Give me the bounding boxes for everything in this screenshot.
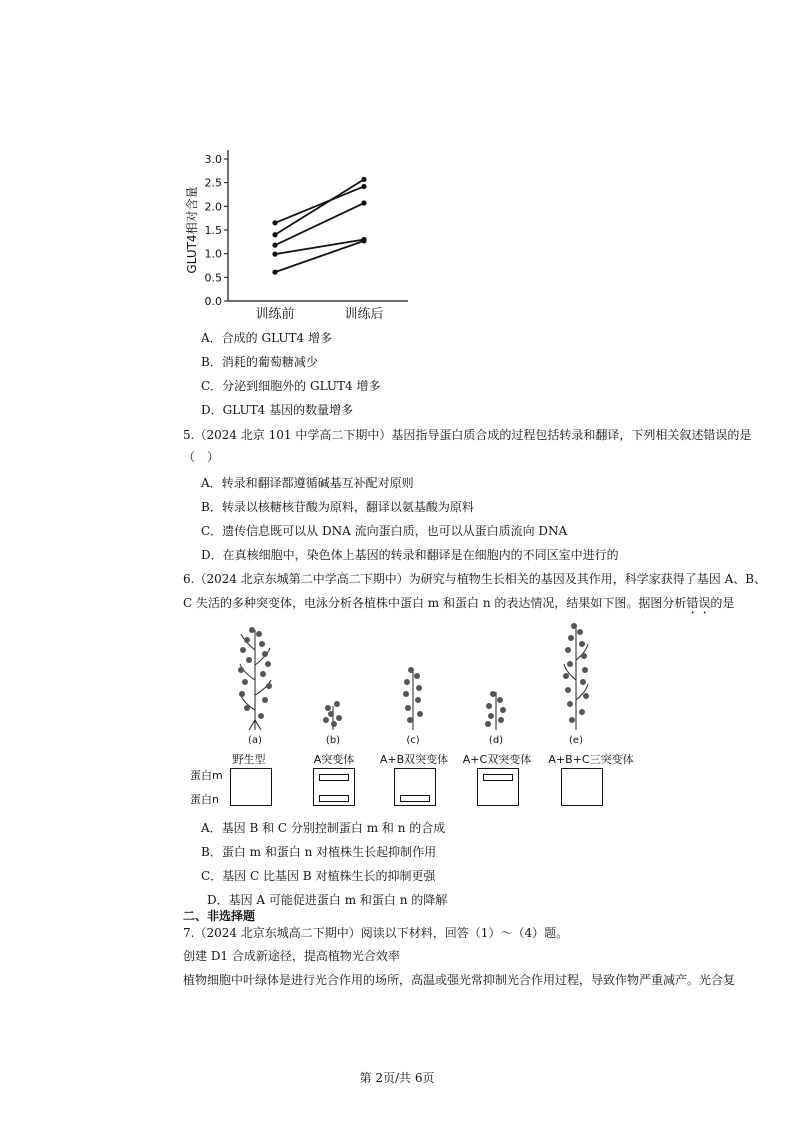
plant-illustrations (190, 620, 630, 740)
q5-stem: 5.（2024 北京 101 中学高二下期中）基因指导蛋白质合成的过程包括转录和翻译，下列相关叙述错误的是 (183, 428, 752, 442)
data-point (361, 238, 366, 243)
q5-option-d: D．在真核细胞中，染色体上基因的转录和翻译是在细胞内的不同区室中进行的 (201, 548, 619, 562)
plant-b-letter: (b) (325, 735, 341, 746)
plant-b-label: A突变体 (313, 753, 355, 766)
data-point (361, 200, 366, 205)
y-axis-label: GLUT4相对含量 (185, 186, 199, 274)
series-line (275, 241, 364, 272)
data-point (361, 177, 366, 182)
gel-box-d (477, 768, 519, 806)
plant-a-drawing (238, 627, 272, 730)
row-label-protein-n: 蛋白n (190, 793, 219, 806)
q6-stem: 6.（2024 北京东城第二中学高二下期中）为研究与植物生长相关的基因及其作用，科学家获得了基因 A、B、 (183, 572, 767, 586)
gel-box-a (230, 768, 272, 806)
y-tick-label: 2.0 (204, 200, 222, 214)
q7-stem: 7.（2024 北京东城高二下期中）阅读以下材料，回答（1）～（4）题。 (183, 926, 569, 940)
data-point (361, 184, 366, 189)
q6-stem-pre: C 失活的多种突变体，电泳分析各植株中蛋白 m 和蛋白 n 的表达情况，结果如下图。据图分析 (183, 596, 687, 610)
x-tick-label: 训练前 (255, 307, 295, 322)
gel-box-b (313, 768, 355, 806)
q6-option-d: D．基因 A 可能促进蛋白 m 和蛋白 n 的降解 (207, 893, 448, 907)
band-n (319, 795, 349, 802)
row-label-protein-m: 蛋白m (190, 769, 223, 782)
data-point (272, 243, 277, 248)
q6-option-a: A．基因 B 和 C 分别控制蛋白 m 和 n 的合成 (201, 821, 446, 835)
y-tick-label: 1.5 (204, 224, 222, 237)
q4-option-a: A．合成的 GLUT4 增多 (201, 331, 332, 345)
y-tick-label: 0.0 (204, 295, 222, 308)
y-tick-label: 1.0 (204, 247, 222, 261)
section-title: 二、非选择题 (183, 909, 256, 923)
y-tick-label: 2.5 (204, 176, 222, 190)
band-m (483, 774, 513, 781)
band-n (400, 795, 430, 802)
plant-c-label: A+B双突变体 (379, 753, 449, 766)
y-tick-label: 3.0 (204, 153, 222, 166)
page-footer: 第 2页/共 6页 (359, 1071, 435, 1085)
plant-e-label: A+B+C三突变体 (548, 753, 634, 766)
series-line (275, 179, 364, 234)
q5-option-b: B．转录以核糖核苷酸为原料，翻译以氨基酸为原料 (201, 500, 474, 514)
plant-d-letter: (d) (488, 735, 504, 746)
gel-box-c (394, 768, 436, 806)
plant-b-drawing (323, 701, 342, 730)
gel-box-e (561, 768, 603, 806)
q6-option-b: B．蛋白 m 和蛋白 n 对植株生长起抑制作用 (201, 845, 437, 859)
plant-a-label: 野生型 (232, 753, 266, 766)
q4-option-d: D．GLUT4 基因的数量增多 (201, 403, 354, 417)
plant-e-drawing (563, 623, 589, 730)
plant-d-label: A+C双突变体 (462, 753, 532, 766)
q5-option-a: A．转录和翻译都遵循碱基互补配对原则 (201, 476, 414, 490)
q6-option-c: C．基因 C 比基因 B 对植株生长的抑制更强 (201, 869, 436, 883)
series-line (275, 186, 364, 222)
plant-e-letter: (e) (569, 735, 583, 746)
series-line (275, 239, 364, 254)
q7-paragraph: 植物细胞中叶绿体是进行光合作用的场所，高温或强光常抑制光合作用过程，导致作物严重减产。光合复 (183, 973, 736, 987)
x-tick-label: 训练后 (344, 307, 384, 322)
q4-option-c: C．分泌到细胞外的 GLUT4 增多 (201, 379, 381, 393)
series-line (275, 203, 364, 245)
data-point (272, 270, 277, 275)
q6-stem-post: 的是 (710, 596, 735, 610)
plant-d-drawing (485, 691, 506, 730)
q5-paren: （ ） (183, 450, 220, 464)
q6-stem-line2 (183, 595, 734, 617)
q7-title: 创建 D1 合成新途径，提高植物光合效率 (183, 949, 400, 963)
plant-c-letter: (c) (406, 735, 420, 746)
data-point (272, 232, 277, 237)
q5-option-c: C．遗传信息既可以从 DNA 流向蛋白质，也可以从蛋白质流向 DNA (201, 524, 568, 538)
data-point (272, 252, 277, 257)
data-point (272, 220, 277, 225)
y-tick-label: 0.5 (204, 271, 222, 285)
plant-a-letter: (a) (248, 735, 262, 746)
band-m (319, 774, 349, 781)
q4-option-b: B．消耗的葡萄糖减少 (201, 355, 318, 369)
q6-stem-emph: 错误 (686, 596, 711, 610)
plant-c-drawing (403, 667, 423, 730)
glut4-chart (180, 140, 420, 325)
